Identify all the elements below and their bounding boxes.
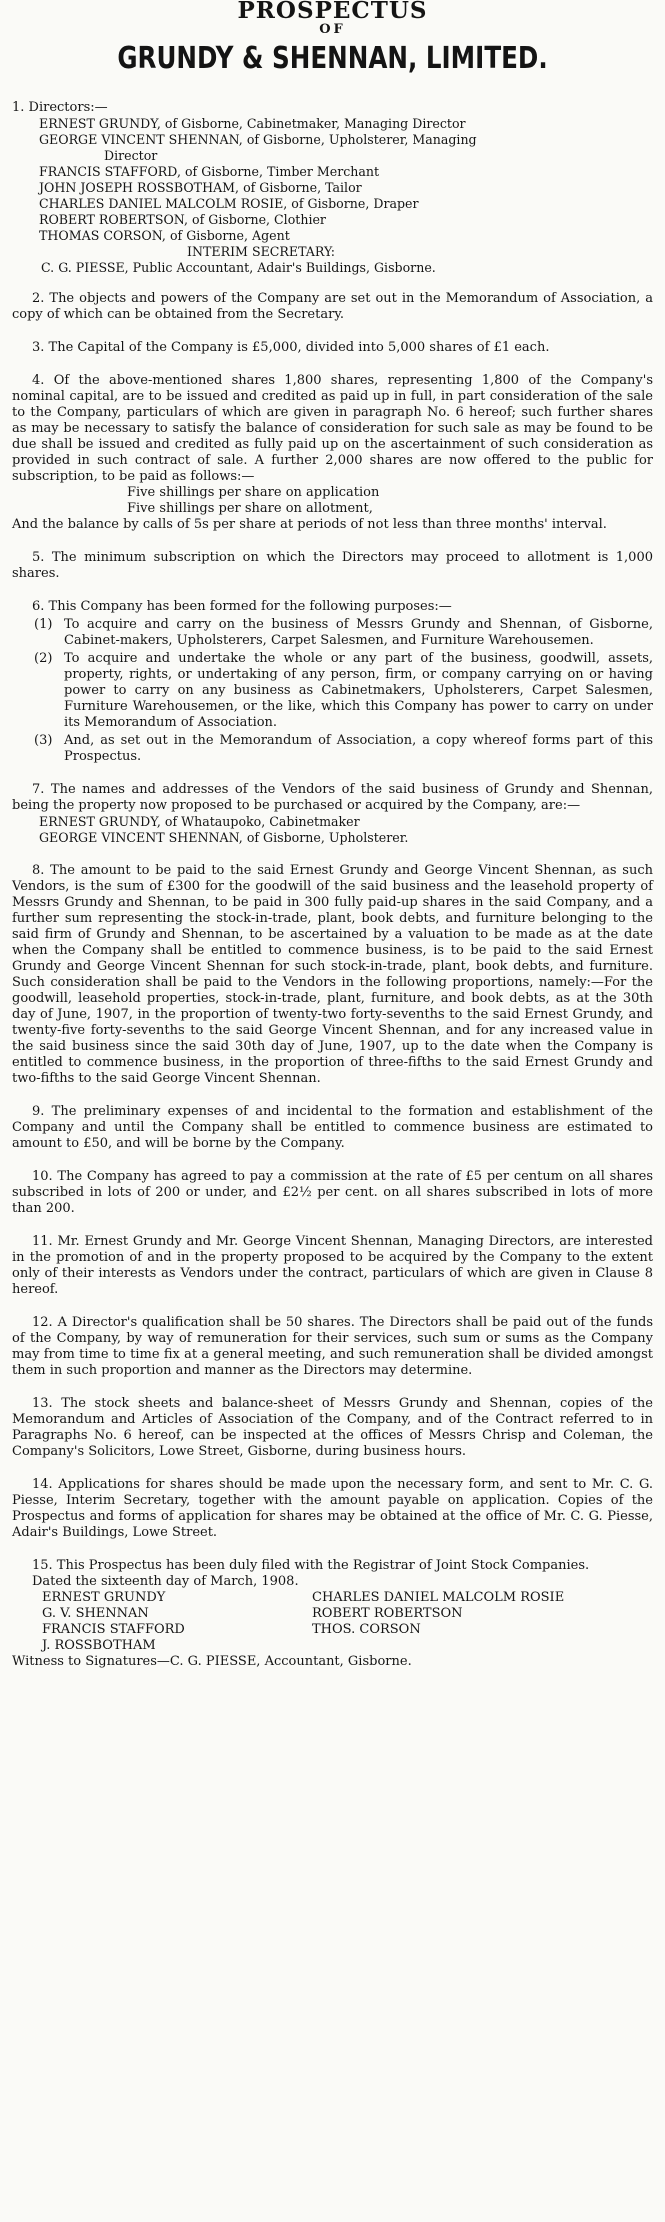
- paragraph-6: [12, 599, 653, 765]
- purpose-text: To acquire and undertake the whole or any part of the business, goodwill, assets, property, rights, or undertaking of any person, firm, or company carrying on or having power to carry on any business as Cabinetmakers, Upholsterers, Carpet Salesmen, Furniture Warehousemen, or the like, which this Company has power to carry on under its Memorandum of Association.: [64, 651, 653, 730]
- director-line: JOHN JOSEPH ROSSBOTHAM, of Gisborne, Tailor: [39, 180, 362, 195]
- paragraph-4-text: 4. Of the above-mentioned shares 1,800 shares, representing 1,800 of the Company's nominal capital, are to be issued and credited as paid up in full, in part consideration of the sale to the Company, particulars of which are given in paragraph No. 6 hereof; such further shares as may be necessary to satisfy the balance of consideration for such sale as may be found to be due shall be issued and credited as fully paid up on the ascertainment of such consideration as provided in such contract of sale. A further 2,000 shares are now offered to the public for subscription, to be paid as follows:—: [12, 373, 653, 484]
- director-line: FRANCIS STAFFORD, of Gisborne, Timber Merchant: [39, 164, 380, 179]
- director-line: CHARLES DANIEL MALCOLM ROSIE, of Gisborne, Draper: [39, 196, 419, 211]
- witness-line: Witness to Signatures—C. G. PIESSE, Accountant, Gisborne.: [12, 1654, 412, 1669]
- signature-left: ERNEST GRUNDY: [42, 1590, 166, 1605]
- prospectus-title: PROSPECTUS: [237, 0, 428, 22]
- secretary-heading: INTERIM SECRETARY:: [187, 244, 335, 259]
- signatures-block: [42, 1590, 653, 1654]
- director-line: GEORGE VINCENT SHENNAN, of Gisborne, Upholsterer, Managing: [39, 132, 477, 147]
- director-line: ERNEST GRUNDY, of Gisborne, Cabinetmaker, Managing Director: [39, 116, 466, 131]
- payment-term: Five shillings per share on allotment,: [127, 501, 373, 516]
- purpose-number: (1): [34, 617, 53, 632]
- purpose-number: (3): [34, 733, 53, 748]
- paragraph-6-text: 6. This Company has been formed for the following purposes:—: [32, 599, 452, 614]
- purpose-item: [34, 733, 653, 765]
- signature-left: FRANCIS STAFFORD: [42, 1622, 185, 1637]
- paragraph-4: [12, 373, 653, 533]
- paragraph-13: 13. The stock sheets and balance-sheet of Messrs Grundy and Shennan, copies of the Memorandum and Articles of Association of the Company, and of the Contract referred to in Paragraphs No. 6 hereof, can be inspected at the offices of Messrs Chrisp and Coleman, the Company's Solicitors, Lowe Street, Gisborne, during business hours.: [12, 1396, 653, 1459]
- paragraph-10: 10. The Company has agreed to pay a commission at the rate of £5 per centum on all shares subscribed in lots of 200 or under, and £2½ per cent. on all shares subscribed in lots of more than 200.: [12, 1169, 653, 1216]
- secretary-line: C. G. PIESSE, Public Accountant, Adair's Buildings, Gisborne.: [41, 260, 436, 275]
- purpose-item: [34, 651, 653, 731]
- purpose-item: [34, 617, 653, 649]
- paragraph-5: 5. The minimum subscription on which the Directors may proceed to allotment is 1,000 shares.: [12, 550, 653, 581]
- purpose-text: And, as set out in the Memorandum of Association, a copy whereof forms part of this Prospectus.: [64, 733, 653, 764]
- signature-left: G. V. SHENNAN: [42, 1606, 149, 1621]
- prospectus-body: [12, 100, 653, 1670]
- purpose-number: (2): [34, 651, 53, 666]
- signature-right: THOS. CORSON: [312, 1622, 421, 1637]
- paragraph-14: 14. Applications for shares should be made upon the necessary form, and sent to Mr. C. G. Piesse, Interim Secretary, together with the amount payable on application. Copies of the Prospectus and forms of application for shares may be obtained at the office of Mr. C. G. Piesse, Adair's Buildings, Lowe Street.: [12, 1477, 653, 1540]
- paragraph-7: [12, 782, 653, 846]
- signature-left: J. ROSSBOTHAM: [42, 1638, 156, 1653]
- payment-term: Five shillings per share on application: [127, 485, 380, 500]
- directors-heading: 1. Directors:—: [12, 100, 108, 115]
- dated-line: Dated the sixteenth day of March, 1908.: [32, 1574, 299, 1589]
- paragraph-4-tail: And the balance by calls of 5s per share at periods of not less than three months' interval.: [12, 517, 607, 532]
- paragraph-12: 12. A Director's qualification shall be 50 shares. The Directors shall be paid out of the funds of the Company, by way of remuneration for their services, such sum or sums as the Company may from time to time fix at a general meeting, and such remuneration shall be divided amongst them in such proportion and manner as the Directors may determine.: [12, 1315, 653, 1378]
- directors-section: [12, 100, 653, 276]
- purpose-text: To acquire and carry on the business of Messrs Grundy and Shennan, of Gisborne, Cabinet-makers, Upholsterers, Carpet Salesmen, and Furniture Warehousemen.: [64, 617, 653, 648]
- director-line: THOMAS CORSON, of Gisborne, Agent: [39, 228, 290, 243]
- paragraph-9: 9. The preliminary expenses of and incidental to the formation and establishment of the Company and until the Company shall be entitled to commence business are estimated to amount to £50, and will be borne by the Company.: [12, 1104, 653, 1151]
- paragraph-11: 11. Mr. Ernest Grundy and Mr. George Vincent Shennan, Managing Directors, are interested in the promotion of and in the property proposed to be acquired by the Company to the extent only of their interests as Vendors under the contract, particulars of which are given in Clause 8 hereof.: [12, 1234, 653, 1297]
- signature-right: CHARLES DANIEL MALCOLM ROSIE: [312, 1590, 565, 1605]
- paragraph-7-text: 7. The names and addresses of the Vendors of the said business of Grundy and Shennan, being the property now proposed to be purchased or acquired by the Company, are:—: [12, 782, 653, 813]
- paragraph-2: 2. The objects and powers of the Company are set out in the Memorandum of Association, a copy of which can be obtained from the Secretary.: [12, 291, 653, 322]
- of-line: OF: [319, 22, 346, 37]
- company-name: GRUNDY & SHENNAN, LIMITED.: [117, 41, 548, 76]
- paragraph-15: 15. This Prospectus has been duly filed with the Registrar of Joint Stock Companies.: [32, 1558, 590, 1573]
- paragraph-8: 8. The amount to be paid to the said Ernest Grundy and George Vincent Shennan, as such Vendors, is the sum of £300 for the goodwill of the said business and the leasehold property of Messrs Grundy and Shennan, to be paid in 300 fully paid-up shares in the said Company, and a further sum representing the stock-in-trade, plant, book debts, and furniture belonging to the said firm of Grundy and Shennan, to be ascertained by a valuation to be made as at the date when the Company shall be entitled to commence business, is to be paid to the said Ernest Grundy and George Vincent Shennan for such stock-in-trade, plant, book debts, and furniture. Such consideration shall be paid to the Vendors in the following proportions, namely:—For the goodwill, leasehold properties, stock-in-trade, plant, furniture, and book debts, as at the 30th day of June, 1907, in the proportion of twenty-two forty-sevenths to the said Ernest Grundy, and twenty-five forty-sevenths to the said George Vincent Shennan, and for any increased value in the said business since the said 30th day of June, 1907, up to the date when the Company is entitled to commence business, in the proportion of three-fifths to the said Ernest Grundy and two-fifths to the said George Vincent Shennan.: [12, 863, 653, 1086]
- paragraph-3: 3. The Capital of the Company is £5,000, divided into 5,000 shares of £1 each.: [32, 340, 550, 355]
- signature-right: ROBERT ROBERTSON: [312, 1606, 463, 1621]
- vendor-line: GEORGE VINCENT SHENNAN, of Gisborne, Upholsterer.: [39, 830, 409, 845]
- vendor-line: ERNEST GRUNDY, of Whataupoko, Cabinetmaker: [39, 814, 360, 829]
- director-line: Director: [104, 148, 158, 163]
- director-line: ROBERT ROBERTSON, of Gisborne, Clothier: [39, 212, 326, 227]
